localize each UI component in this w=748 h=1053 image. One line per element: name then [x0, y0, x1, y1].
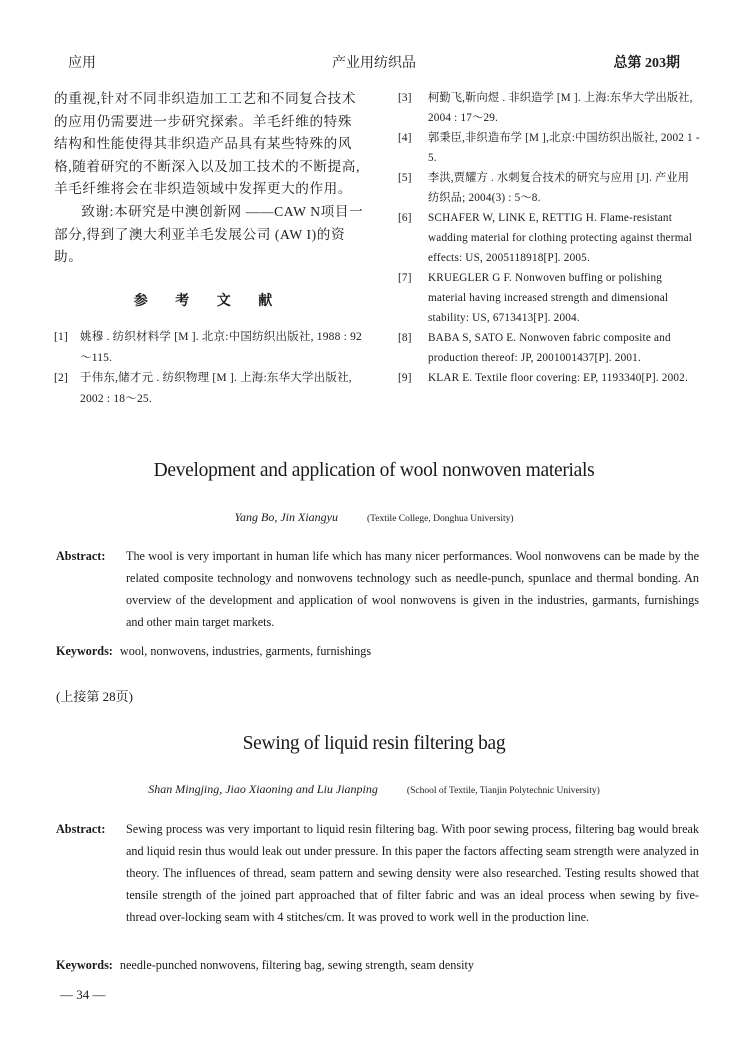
reference-text: KRUEGLER G F. Nonwoven buffing or polishing material having increased strength and dimensional stability: US, 6713413[P]. 2004.: [428, 272, 669, 324]
abstract-text: Sewing process was very important to liquid resin filtering bag. With poor sewing process, filtering bag would break and liquid resin thus would leak out under pressure. In this paper the factors affecting seam strength were analyzed in theory. The influences of thread, seam pattern and sewing density were also researched. Testing results showed that tensile strength of the joined part approached that of filter fabric and was an ideal process when sewing by five-thread over-locking seam with 4 stitches/cm. It was proved to work well in the production line.: [126, 822, 699, 924]
keywords-label: Keywords:: [56, 644, 113, 658]
reference-text: 柯勤飞,靳向煜 . 非织造学 [M ]. 上海:东华大学出版社, 2004 : 17～29.: [428, 92, 693, 124]
running-header-journal: 产业用纺织品: [332, 56, 416, 71]
reference-item: [398, 88, 700, 128]
reference-item: [54, 327, 364, 368]
reference-text: 李洪,贾耀方 . 水刺复合技术的研究与应用 [J]. 产业用纺织品; 2004(3) : 5～8.: [428, 172, 690, 204]
article1-title: Development and application of wool nonwoven materials: [153, 460, 595, 481]
article2-keywords: [56, 958, 474, 973]
article1-affiliation: (Textile College, Donghua University): [367, 514, 514, 524]
article1-authors: Yang Bo, Jin Xiangyu: [234, 510, 338, 524]
reference-number: [4]: [398, 132, 412, 144]
reference-text: KLAR E. Textile floor covering: EP, 1193340[P]. 2002.: [428, 372, 688, 384]
reference-number: [5]: [398, 172, 412, 184]
reference-item: [398, 208, 700, 268]
reference-text: 郭秉臣,非织造布学 [M ],北京:中国纺织出版社, 2002 1 - 5.: [428, 132, 700, 164]
article1-byline: [0, 510, 748, 525]
right-column: [398, 88, 700, 388]
acknowledgement: 致谢:本研究是中澳创新网 ——CAW N项目一部分,得到了澳大利亚羊毛发展公司 (AW I)的资助。: [54, 203, 364, 265]
reference-item: [398, 168, 700, 208]
article1-keywords: [56, 644, 371, 659]
reference-text: 姚穆 . 纺织材料学 [M ]. 北京:中国纺织出版社, 1988 : 92～115.: [80, 331, 362, 364]
article2-affiliation: (School of Textile, Tianjin Polytechnic University): [406, 786, 600, 796]
running-header-section: 应用: [68, 56, 96, 71]
reference-number: [9]: [398, 372, 412, 384]
references-title: 参 考 文 献: [133, 293, 285, 309]
reference-number: [1]: [54, 331, 69, 344]
reference-number: [6]: [398, 212, 412, 224]
reference-text: SCHAFER W, LINK E, RETTIG H. Flame-resistant wadding material for clothing protecting against thermal effects: US, 2005118918[P]. 2005.: [428, 212, 693, 264]
body-paragraph: 的重视,针对不同非织造加工工艺和不同复合技术的应用仍需要进一步研究探索。羊毛纤维的特殊结构和性能使得其非织造产品具有某些特殊的风格,随着研究的不断深入以及加工技术的不断提高,羊毛纤维将会在非织造领域中发挥更大的作用。: [54, 91, 361, 197]
reference-item: [54, 368, 364, 409]
abstract-label: Abstract:: [56, 822, 106, 836]
reference-item: [398, 268, 700, 328]
reference-item: [398, 128, 700, 168]
left-column: [54, 88, 364, 409]
article1-abstract: [56, 545, 699, 633]
reference-item: [398, 368, 700, 388]
reference-number: [8]: [398, 332, 412, 344]
reference-text: 于伟东,储才元 . 纺织物理 [M ]. 上海:东华大学出版社, 2002 : 18～25.: [80, 372, 352, 405]
article2-title: Sewing of liquid resin filtering bag: [242, 733, 506, 754]
article2-byline: [0, 782, 748, 797]
keywords-label: Keywords:: [56, 958, 113, 972]
reference-number: [7]: [398, 272, 412, 284]
page-number: — 34 —: [60, 987, 106, 1002]
abstract-text: The wool is very important in human life which has many nicer performances. Wool nonwovens can be made by the related composite technology and nonwovens technology such as needle-punch, spunlace and thermal bonding. An overview of the development and application of wool nonwovens is given in the industries, garmants, furnishings and other main target markets.: [126, 549, 699, 629]
continued-note: (上接第 28页): [56, 689, 133, 704]
running-header-issue: 总第 203期: [613, 56, 680, 71]
reference-number: [2]: [54, 372, 69, 385]
reference-number: [3]: [398, 92, 412, 104]
reference-text: BABA S, SATO E. Nonwoven fabric composite and production thereof: JP, 2001001437[P]. 2001.: [428, 332, 671, 364]
keywords-text: needle-punched nonwovens, filtering bag, sewing strength, seam density: [119, 958, 474, 972]
keywords-text: wool, nonwovens, industries, garments, furnishings: [119, 644, 372, 658]
article2-abstract: [56, 818, 699, 928]
article2-authors: Shan Mingjing, Jiao Xiaoning and Liu Jianping: [148, 782, 378, 796]
reference-item: [398, 328, 700, 368]
abstract-label: Abstract:: [56, 549, 106, 563]
